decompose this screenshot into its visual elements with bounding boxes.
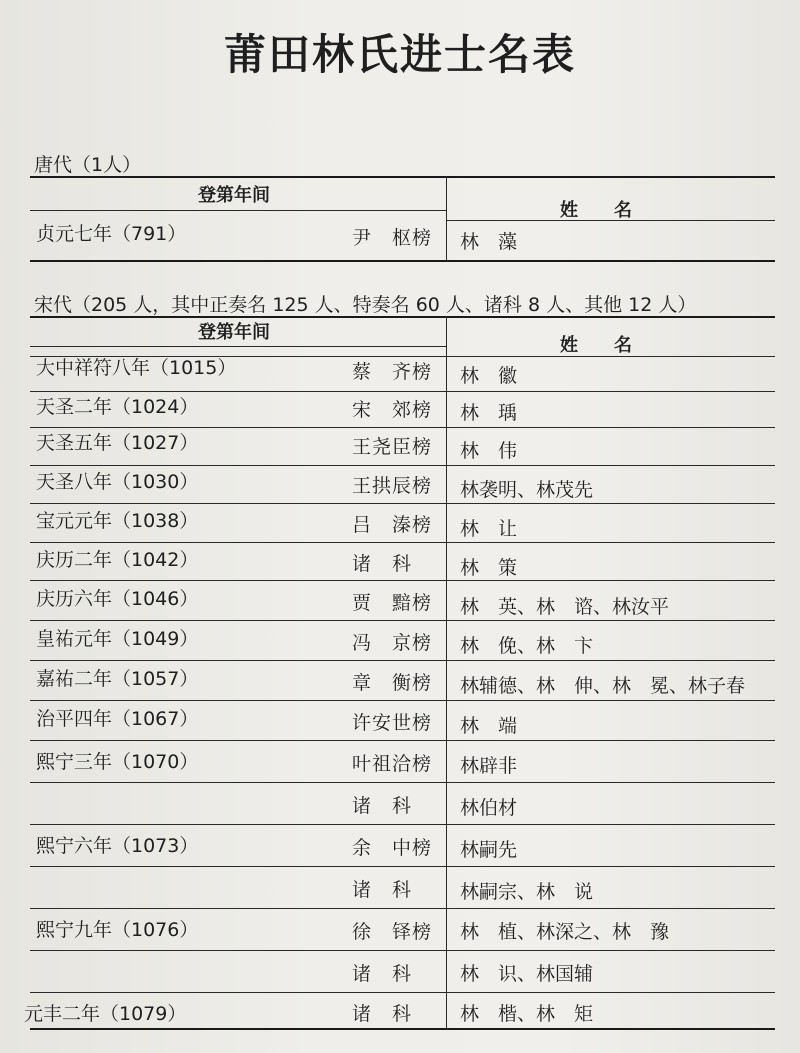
row-divider: [30, 660, 775, 661]
row-divider: [30, 465, 775, 466]
row-bang: 贾 黯榜: [352, 592, 433, 614]
row-names: 林 英、林 谘、林汝平: [460, 596, 670, 618]
row-year: 宝元元年（1038）: [36, 510, 199, 532]
row-divider: [30, 700, 775, 701]
row-names: 林嗣宗、林 说: [460, 881, 594, 903]
row-divider: [30, 620, 775, 621]
row-divider: [30, 503, 775, 504]
row-names: 林辟非: [460, 755, 518, 777]
row-year: 元丰二年（1079）: [24, 1003, 187, 1025]
row-names: 林伯材: [460, 797, 518, 819]
row-year: 天圣八年（1030）: [36, 471, 199, 493]
row-names: 林 让: [460, 518, 518, 540]
column-header-name: 姓 名: [560, 335, 632, 356]
row-names: 林 藻: [460, 231, 518, 253]
column-divider: [446, 176, 447, 260]
row-year: 庆历六年（1046）: [36, 588, 199, 610]
row-names: 林 徽: [460, 365, 518, 387]
row-divider: [30, 782, 775, 783]
row-year: 大中祥符八年（1015）: [36, 357, 237, 379]
row-bang: 诸 科: [352, 879, 413, 901]
column-header-name: 姓 名: [560, 200, 632, 221]
row-names: 林 策: [460, 557, 518, 579]
row-names: 林 识、林国辅: [460, 963, 594, 985]
row-names: 林 伟: [460, 440, 518, 462]
row-names: 林辅德、林 伸、林 冕、林子春: [460, 675, 746, 697]
header-sub-rule: [30, 210, 446, 211]
row-bang: 王尧臣榜: [352, 436, 433, 458]
row-bang: 叶祖洽榜: [352, 753, 433, 775]
row-bang: 章 衡榜: [352, 672, 433, 694]
row-bang: 蔡 齐榜: [352, 361, 433, 383]
row-bang: 徐 铎榜: [352, 921, 433, 943]
row-names: 林 植、林深之、林 豫: [460, 921, 670, 943]
row-bang: 诸 科: [352, 553, 413, 575]
row-divider: [30, 580, 775, 581]
column-header-year: 登第年间: [198, 322, 270, 343]
column-divider: [446, 316, 447, 1028]
row-names: 林 瑀: [460, 402, 518, 424]
table-top-rule: [30, 316, 775, 318]
row-year: 熙宁六年（1073）: [36, 835, 199, 857]
row-bang: 王拱辰榜: [352, 475, 433, 497]
table-bottom-rule: [30, 260, 775, 262]
row-names: 林袭明、林茂先: [460, 479, 594, 501]
header-sub-rule: [30, 346, 446, 347]
row-bang: 诸 科: [352, 795, 413, 817]
row-year: 贞元七年（791）: [36, 223, 187, 245]
row-divider: [30, 992, 775, 993]
row-year: 天圣五年（1027）: [36, 432, 199, 454]
row-year: 熙宁三年（1070）: [36, 751, 199, 773]
row-year: 嘉祐二年（1057）: [36, 668, 199, 690]
row-bang: 余 中榜: [352, 837, 433, 859]
row-divider: [30, 908, 775, 909]
page-title: 莆田林氏进士名表: [223, 30, 576, 79]
column-header-year: 登第年间: [198, 185, 270, 206]
row-year: 皇祐元年（1049）: [36, 628, 199, 650]
row-bang: 尹 枢榜: [352, 227, 433, 249]
row-divider: [30, 866, 775, 867]
table-top-rule: [30, 176, 775, 178]
table-bottom-rule: [30, 1028, 775, 1030]
row-names: 林 俛、林 卞: [460, 635, 594, 657]
row-bang: 诸 科: [352, 1003, 413, 1025]
row-bang: 诸 科: [352, 963, 413, 985]
row-names: 林 端: [460, 715, 518, 737]
row-bang: 宋 郊榜: [352, 399, 433, 421]
section-heading-tang: 唐代（1人）: [34, 154, 142, 176]
row-year: 天圣二年（1024）: [36, 396, 199, 418]
row-bang: 许安世榜: [352, 712, 433, 734]
row-year: 熙宁九年（1076）: [36, 919, 199, 941]
section-heading-song: 宋代（205 人，其中正奏名 125 人、特奏名 60 人、诸科 8 人、其他 12 人）: [34, 294, 697, 316]
row-divider: [30, 950, 775, 951]
row-divider: [30, 824, 775, 825]
row-bang: 冯 京榜: [352, 632, 433, 654]
row-names: 林嗣先: [460, 839, 518, 861]
row-bang: 吕 溱榜: [352, 514, 433, 536]
row-year: 庆历二年（1042）: [36, 549, 199, 571]
row-divider: [30, 427, 775, 428]
row-divider: [30, 740, 775, 741]
row-divider: [30, 542, 775, 543]
header-bottom-rule: [446, 220, 775, 221]
row-divider: [30, 391, 775, 392]
row-names: 林 楷、林 矩: [460, 1003, 594, 1025]
row-year: 治平四年（1067）: [36, 708, 199, 730]
